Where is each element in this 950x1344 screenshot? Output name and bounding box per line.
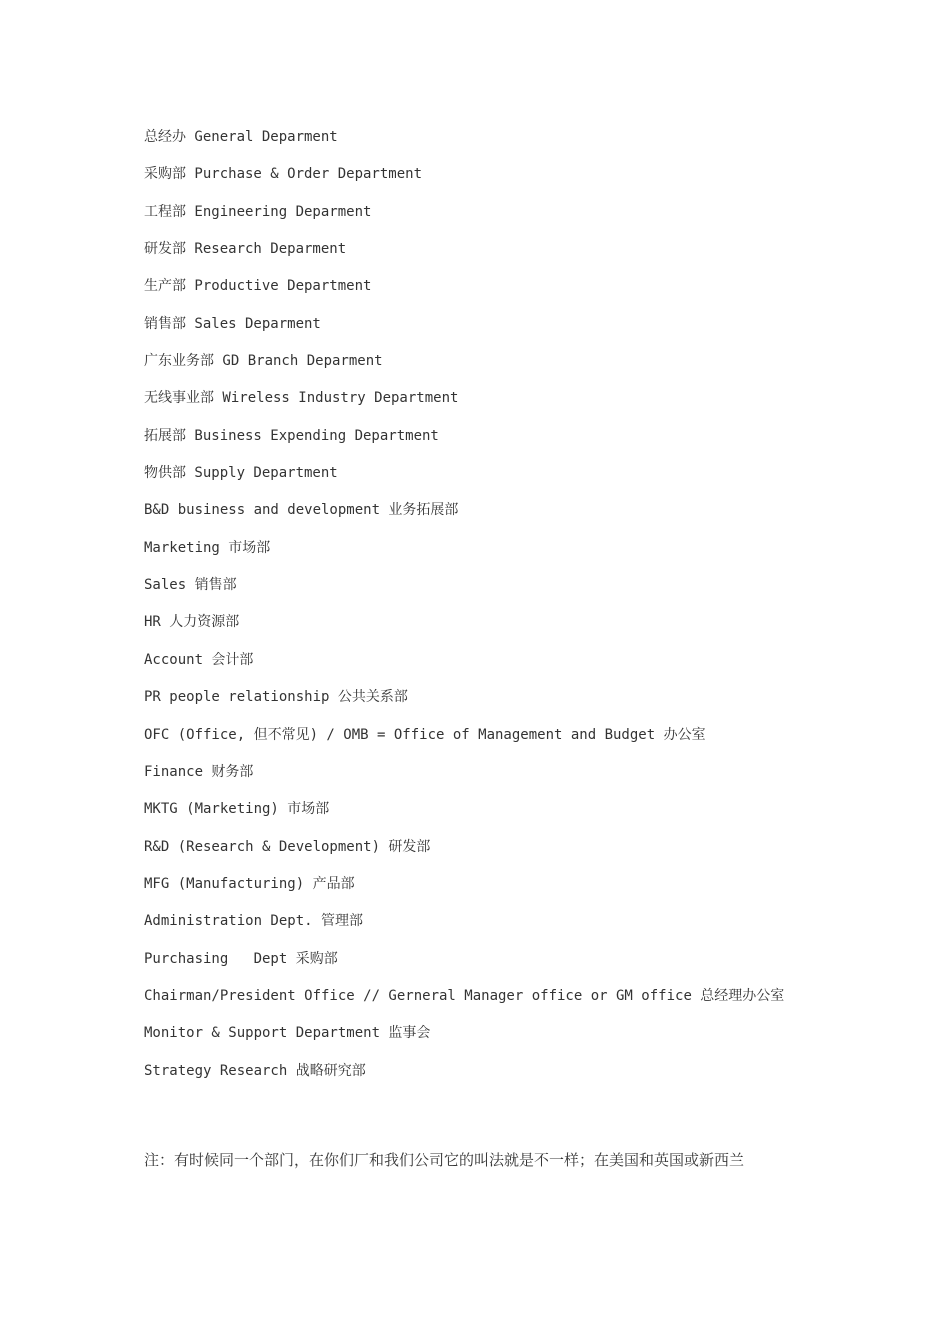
- department-entry: Administration Dept. 管理部: [144, 913, 364, 930]
- department-entry: 无线事业部 Wireless Industry Department: [144, 390, 459, 407]
- department-list: [144, 124, 844, 1095]
- department-entry: B&D business and development 业务拓展部: [144, 502, 459, 519]
- department-entry: Marketing 市场部: [144, 539, 271, 556]
- department-entry: 总经办 General Deparment: [144, 129, 338, 145]
- department-entry: 生产部 Productive Department: [144, 278, 372, 295]
- department-entry: MFG (Manufacturing) 产品部: [144, 875, 355, 892]
- department-entry: Account 会计部: [144, 651, 254, 668]
- department-entry: Chairman/President Office // Gerneral Manager office or GM office 总经理办公室: [144, 987, 785, 1004]
- department-entry: 研发部 Research Deparment: [144, 241, 347, 258]
- department-entry: 采购部 Purchase & Order Department: [144, 166, 423, 183]
- department-entry: 广东业务部 GD Branch Deparment: [144, 353, 383, 370]
- department-entry: Finance 财务部: [144, 763, 254, 780]
- department-entry: Strategy Research 战略研究部: [144, 1062, 366, 1079]
- department-entry: PR people relationship 公共关系部: [144, 689, 408, 706]
- department-entry: Monitor & Support Department 监事会: [144, 1025, 431, 1042]
- department-entry: MKTG (Marketing) 市场部: [144, 801, 330, 818]
- department-entry: 物供部 Supply Department: [144, 465, 338, 482]
- department-entry: 拓展部 Business Expending Department: [144, 427, 439, 444]
- footnote: 注：有时候同一个部门，在你们厂和我们公司它的叫法就是不一样；在美国和英国或新西兰: [144, 1151, 745, 1169]
- department-entry: OFC (Office, 但不常见) / OMB = Office of Management and Budget 办公室: [144, 726, 706, 743]
- department-entry: Sales 销售部: [144, 577, 237, 594]
- department-entry: R&D (Research & Development) 研发部: [144, 838, 431, 855]
- department-entry: HR 人力资源部: [144, 614, 240, 631]
- department-entry: 销售部 Sales Deparment: [144, 315, 321, 332]
- department-entry: Purchasing Dept 采购部: [144, 950, 338, 967]
- department-entry: 工程部 Engineering Deparment: [144, 203, 372, 220]
